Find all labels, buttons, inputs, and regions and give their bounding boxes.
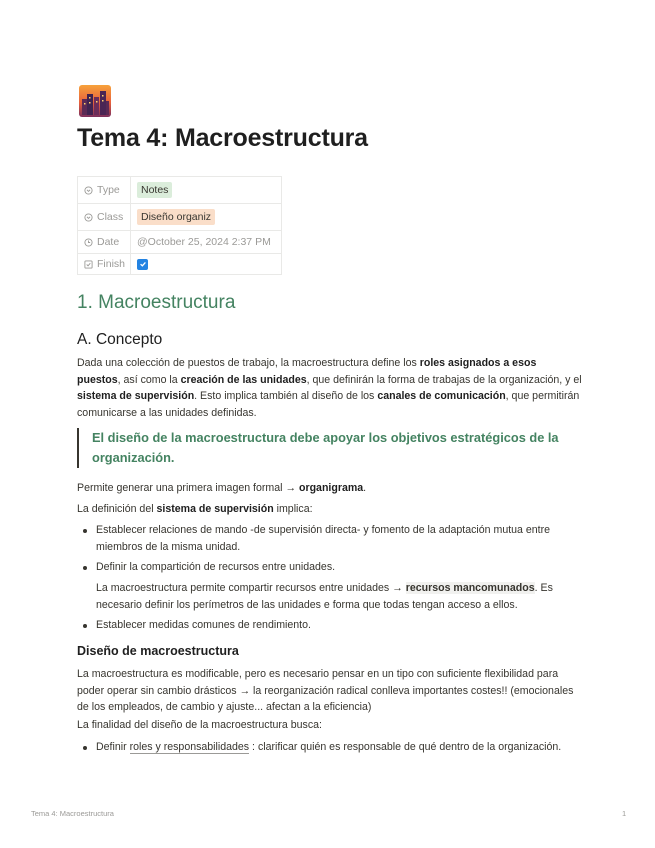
text: , así como la	[117, 373, 181, 386]
property-date-key	[78, 231, 131, 253]
bold-text: organigrama	[298, 482, 364, 494]
text: , que definirán la forma de trabajas de la organización, y el	[306, 373, 582, 386]
text: Permite generar una primera imagen formal →	[77, 482, 299, 494]
bullet-icon	[83, 624, 87, 628]
heading-macroestructura: 1. Macroestructura	[77, 292, 236, 313]
list-item-text: Establecer medidas comunes de rendimiento.	[96, 619, 311, 631]
property-date-row[interactable]	[78, 231, 281, 254]
type-tag[interactable]: Notes	[137, 182, 172, 198]
bold-text: sistema de supervisión	[77, 390, 195, 402]
property-class-row[interactable]	[78, 204, 281, 231]
property-finish-key	[78, 254, 131, 274]
properties-table	[77, 176, 282, 275]
checkbox-property-icon	[84, 260, 93, 269]
text: : clarificar quién es responsable de qué dentro de la organización.	[249, 741, 562, 753]
bullet-icon	[83, 566, 87, 570]
page-number: 1	[622, 809, 627, 818]
text: , que permitirán comunicarse a las unidades definidas.	[77, 390, 580, 419]
blockquote: El diseño de la macroestructura debe apoyar los objetivos estratégicos de la organización.	[77, 428, 577, 468]
select-icon	[84, 213, 93, 222]
text: implica:	[273, 503, 313, 515]
text: Definir	[96, 741, 130, 753]
text: Dada una colección de puestos de trabajo, la macroestructura define los	[77, 357, 420, 369]
property-date-value	[131, 236, 271, 248]
list-item	[83, 522, 578, 555]
property-class-label: Class	[97, 211, 124, 223]
paragraph-organigrama	[77, 480, 582, 497]
property-type-value	[131, 182, 172, 198]
page-title[interactable]: Tema 4: Macroestructura	[77, 124, 368, 152]
text: La definición del	[77, 503, 157, 515]
text: La macroestructura permite compartir recursos entre unidades →	[96, 582, 406, 594]
property-type-label: Type	[97, 184, 120, 196]
bold-text: roles asignados a esos puestos	[77, 357, 537, 386]
list-item	[83, 739, 578, 756]
heading-diseno-macroestructura: Diseño de macroestructura	[77, 644, 239, 658]
bold-text: sistema de supervisión	[156, 503, 274, 515]
paragraph-supervision	[77, 501, 582, 518]
class-tag[interactable]: Diseño organiz	[137, 209, 215, 225]
finish-checkbox[interactable]	[137, 259, 148, 270]
bold-text: creación de las unidades	[180, 373, 307, 386]
paragraph-finalidad: La finalidad del diseño de la macroestructura busca:	[77, 719, 322, 731]
property-class-key	[78, 204, 131, 230]
check-icon	[139, 260, 147, 268]
date-value[interactable]: @October 25, 2024 2:37 PM	[137, 236, 271, 248]
text: . Esto implica también al diseño de los	[194, 390, 378, 402]
paragraph-diseno: La macroestructura es modificable, pero es necesario pensar en un tipo con suficiente flexibilidad para poder operar sin cambio drásticos → la reorganización radical conlleva importantes costes!! (emocionales de los empleados, de cambio y ajuste... afectan a la eficiencia)	[77, 668, 574, 713]
footer-title: Tema 4: Macroestructura	[31, 809, 114, 818]
property-finish-value	[131, 259, 148, 270]
paragraph-concepto	[77, 355, 582, 421]
property-class-value	[131, 209, 215, 225]
bold-text: canales de comunicación	[377, 390, 506, 402]
bullet-icon	[83, 746, 87, 750]
clock-icon	[84, 238, 93, 247]
list-item-text: Establecer relaciones de mando -de supervisión directa- y fomento de la adaptación mutua entre miembros de la misma unidad.	[96, 524, 551, 553]
select-icon	[84, 186, 93, 195]
property-type-row[interactable]	[78, 177, 281, 204]
list-item	[83, 617, 578, 634]
property-type-key	[78, 177, 131, 203]
city-skyline-icon[interactable]	[79, 85, 111, 117]
heading-concepto: A. Concepto	[77, 331, 163, 348]
bullet-icon	[83, 529, 87, 533]
property-finish-row[interactable]	[78, 254, 281, 275]
property-date-label: Date	[97, 236, 120, 248]
bold-highlight-text: recursos mancomunados	[405, 582, 535, 594]
text: .	[363, 482, 367, 494]
underlined-text: roles y responsabilidades	[129, 741, 250, 753]
property-finish-label: Finish	[97, 258, 126, 270]
list-item	[83, 559, 578, 576]
list-item-subparagraph	[96, 580, 578, 613]
list-item-text: Definir la compartición de recursos entre unidades.	[96, 561, 336, 573]
text: . Es necesario definir los perímetros de las unidades e forma que todas tengan acceso a ellos.	[96, 582, 553, 611]
